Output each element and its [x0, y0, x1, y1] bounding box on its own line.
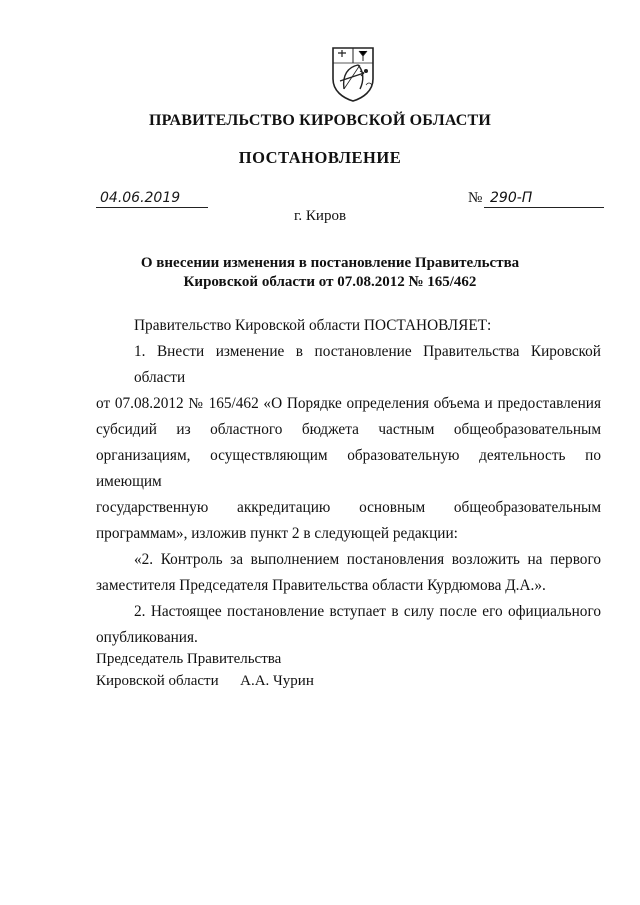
item-1-line-6: программам», изложив пункт 2 в следующей редакции:: [96, 525, 458, 542]
document-type-title: ПОСТАНОВЛЕНИЕ: [238, 148, 402, 167]
subject-line-2: Кировской области от 07.08.2012 № 165/462: [183, 274, 477, 290]
quoted-item-line-2: заместителя Председателя Правительства области Курдюмова Д.А.».: [96, 577, 546, 594]
signature-block: [96, 648, 314, 692]
item-1-line-3: субсидий из областного бюджета частным общеобразовательным: [96, 421, 601, 438]
item-2-line-2: опубликования.: [96, 629, 198, 646]
document-subject: [120, 254, 540, 292]
coat-of-arms-icon: [330, 45, 376, 103]
number-label: №: [468, 190, 483, 206]
preamble: Правительство Кировской области ПОСТАНОВЛЯЕТ:: [134, 317, 492, 334]
document-number: 290-П: [484, 190, 604, 208]
document-body: [96, 313, 601, 651]
item-1-line-2: от 07.08.2012 № 165/462 «О Порядке определения объема и предоставления: [96, 395, 601, 412]
item-1-line-5: государственную аккредитацию основным общеобразовательным: [96, 499, 601, 516]
signer-title-line-1: Председатель Правительства: [96, 651, 282, 667]
item-1-line-4: организациям, осуществляющим образовательную деятельность по имеющим: [96, 447, 601, 490]
city: г. Киров: [293, 208, 347, 224]
item-1-line-1: 1. Внести изменение в постановление Правительства Кировской области: [134, 343, 601, 386]
quoted-item-line-1: «2. Контроль за выполнением постановления возложить на первого: [134, 551, 601, 568]
document-date: 04.06.2019: [96, 190, 208, 208]
signer-line-2: [96, 670, 314, 692]
organization-title: ПРАВИТЕЛЬСТВО КИРОВСКОЙ ОБЛАСТИ: [148, 112, 492, 129]
signer-title-line-2: Кировской области: [96, 673, 219, 689]
item-2-line-1: 2. Настоящее постановление вступает в силу после его официального: [134, 603, 601, 620]
subject-line-1: О внесении изменения в постановление Правительства: [140, 255, 520, 271]
signer-name: А.А. Чурин: [240, 673, 314, 689]
